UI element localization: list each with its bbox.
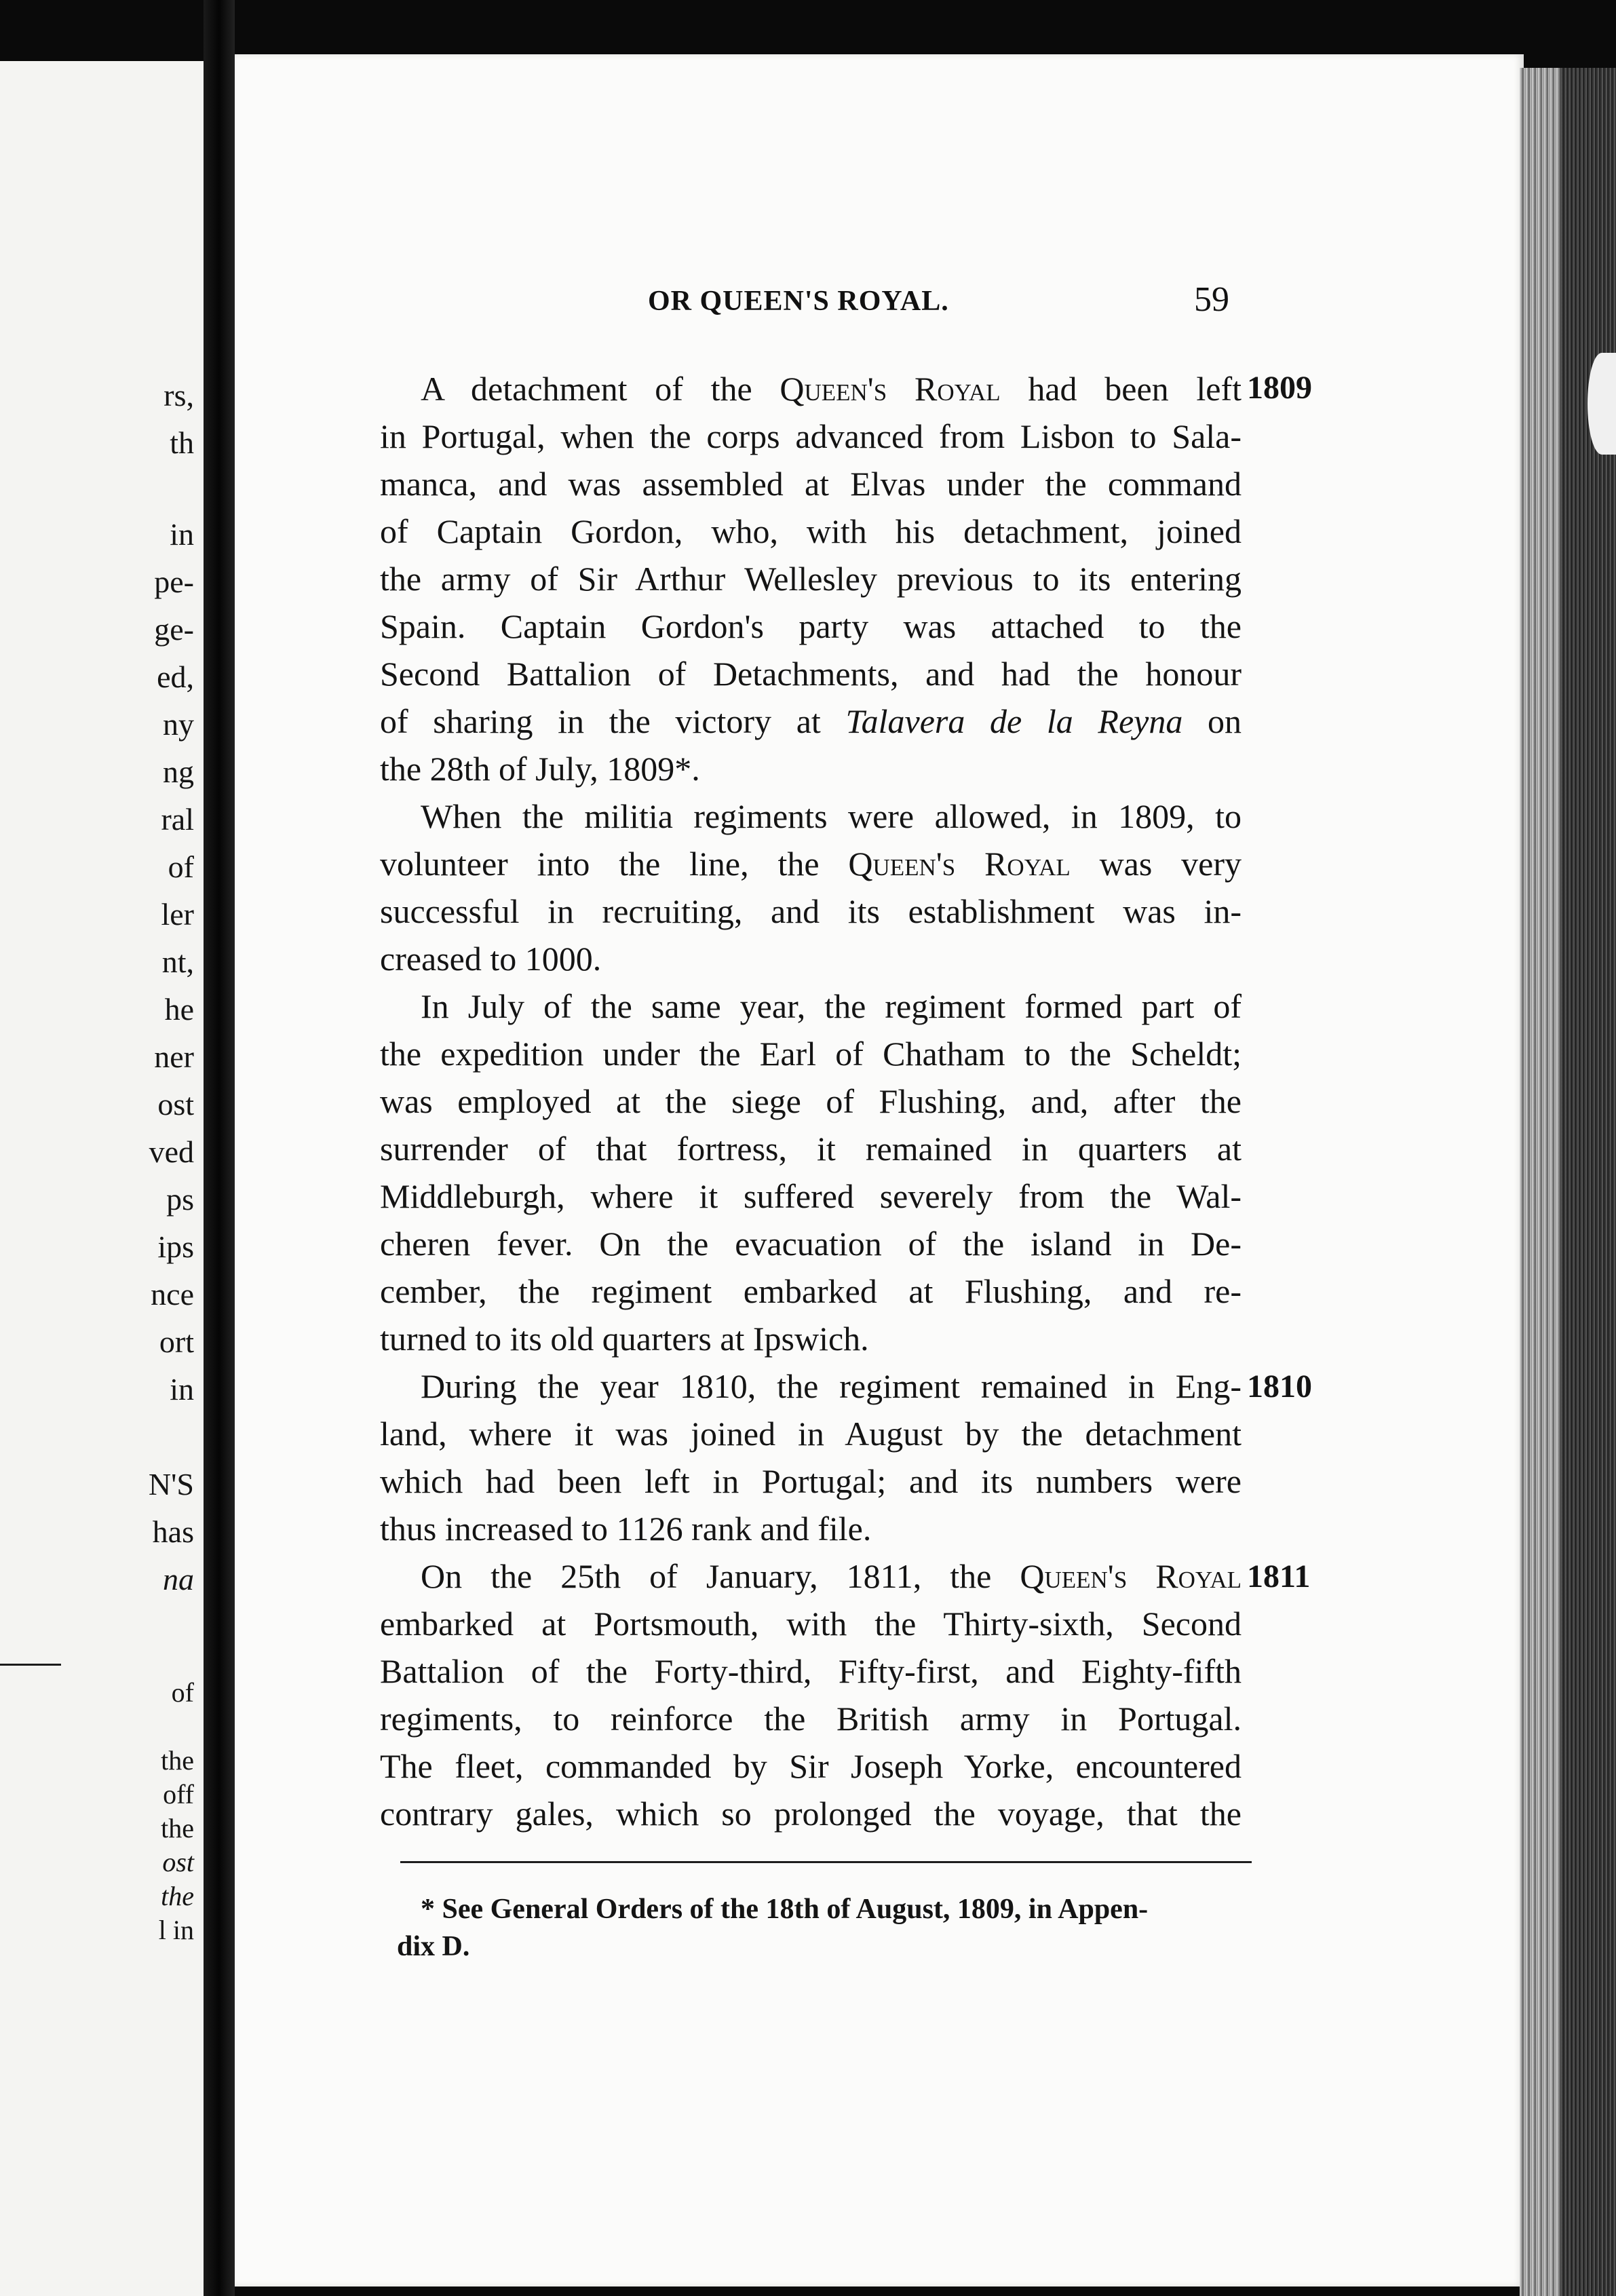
regiment-name: Queen's Royal <box>1020 1557 1242 1595</box>
left-page-fragment: ner <box>154 1039 194 1074</box>
left-page-fragment: ost <box>162 1847 194 1877</box>
book-gutter <box>204 0 235 2296</box>
body-line: embarked at Portsmouth, with the Thirty-sixth, Second <box>380 1605 1242 1643</box>
body-line: of Captain Gordon, who, with his detachment, joined <box>380 512 1242 550</box>
left-page-fragment: nt, <box>161 944 194 979</box>
left-page-fragment: rs, <box>163 378 194 413</box>
margin-year: 1809 <box>1247 370 1312 406</box>
left-page-fragment: N'S <box>148 1467 194 1501</box>
left-page-fragment: in <box>170 1372 194 1407</box>
footnote-line: dix D. <box>397 1931 470 1962</box>
body-line: turned to its old quarters at Ipswich. <box>380 1320 869 1358</box>
left-page-fragment: ge- <box>154 612 194 647</box>
body-line: During the year 1810, the regiment remained in Eng- <box>421 1367 1242 1405</box>
body-line: which had been left in Portugal; and its numbers were <box>380 1462 1242 1500</box>
body-line: Second Battalion of Detachments, and had the honour <box>380 655 1242 693</box>
body-line: the 28th of July, 1809*. <box>380 750 700 788</box>
body-line: of sharing in the victory at Talavera de la Reyna on <box>380 702 1242 740</box>
body-line: was employed at the siege of Flushing, and, after the <box>380 1082 1242 1120</box>
body-line: surrender of that fortress, it remained in quarters at <box>380 1130 1242 1168</box>
left-page-fragment: has <box>152 1514 194 1549</box>
body-line: On the 25th of January, 1811, the Queen's Royal <box>421 1557 1242 1595</box>
left-page-fragment: ps <box>166 1182 194 1217</box>
left-page-fragment: ler <box>161 897 194 932</box>
body-line: Spain. Captain Gordon's party was attached to the <box>380 607 1242 645</box>
left-page-fragment: th <box>170 425 194 460</box>
body-line: land, where it was joined in August by the detachment <box>380 1415 1242 1453</box>
left-page-fragment: ips <box>157 1229 194 1264</box>
body-line: In July of the same year, the regiment formed part of <box>421 987 1242 1025</box>
body-line: successful in recruiting, and its establishment was in- <box>380 892 1242 930</box>
left-page-fragment: off <box>163 1779 194 1810</box>
left-page-fragment: ng <box>163 754 194 789</box>
margin-year: 1811 <box>1247 1558 1311 1594</box>
left-page-fragment: pe- <box>154 565 194 599</box>
body-line: creased to 1000. <box>380 940 602 978</box>
footnote-rule <box>400 1861 1252 1863</box>
running-head: OR QUEEN'S ROYAL. <box>648 286 949 317</box>
body-line: cember, the regiment embarked at Flushing, and re- <box>380 1272 1242 1310</box>
left-page-fragment: l in <box>158 1915 194 1945</box>
body-line: Middleburgh, where it suffered severely from the Wal- <box>380 1177 1242 1215</box>
margin-year: 1810 <box>1247 1369 1312 1404</box>
left-page-fragment: ny <box>163 707 194 742</box>
body-line: volunteer into the line, the Queen's Royal was very <box>380 845 1242 883</box>
place-name: Talavera de la Reyna <box>845 702 1183 740</box>
body-line: contrary gales, which so prolonged the voyage, that the <box>380 1795 1242 1833</box>
left-page-fragment: ral <box>161 802 194 837</box>
left-page-fragment: the <box>161 1881 194 1911</box>
regiment-name: Queen's Royal <box>848 845 1071 883</box>
left-page-fragment: na <box>163 1562 194 1596</box>
left-page-fragment: ed, <box>157 659 194 694</box>
left-page-fragment: ost <box>157 1087 194 1122</box>
body-line: the army of Sir Arthur Wellesley previous to its entering <box>380 560 1242 598</box>
body-line: When the militia regiments were allowed, in 1809, to <box>421 797 1242 835</box>
body-line: Battalion of the Forty-third, Fifty-first, and Eighty-fifth <box>380 1652 1242 1690</box>
facing-left-page <box>0 61 204 2296</box>
body-line: the expedition under the Earl of Chatham to the Scheldt; <box>380 1035 1242 1073</box>
body-line: thus increased to 1126 rank and file. <box>380 1510 872 1548</box>
page-number: 59 <box>1194 280 1229 319</box>
left-page-fragment: nce <box>151 1277 194 1312</box>
body-line: A detachment of the Queen's Royal had been left <box>421 370 1242 408</box>
left-page-fragment: of <box>171 1677 194 1708</box>
body-line: cheren fever. On the evacuation of the island in De- <box>380 1225 1242 1263</box>
left-footnote-rule <box>0 1664 61 1666</box>
left-page-fragment: in <box>170 517 194 552</box>
left-page-fragment: he <box>164 992 194 1027</box>
page-edge-notch <box>1588 353 1616 455</box>
footnote-line: * See General Orders of the 18th of August, 1809, in Appen- <box>421 1894 1149 1925</box>
body-line: The fleet, commanded by Sir Joseph Yorke, encountered <box>380 1747 1242 1785</box>
regiment-name: Queen's Royal <box>780 370 1001 408</box>
left-page-fragment: ort <box>159 1324 194 1359</box>
body-line: in Portugal, when the corps advanced from Lisbon to Sala- <box>380 417 1242 455</box>
left-page-fragment: the <box>161 1813 194 1843</box>
body-line: manca, and was assembled at Elvas under the command <box>380 465 1242 503</box>
left-page-fragment: the <box>161 1745 194 1776</box>
body-line: regiments, to reinforce the British army in Portugal. <box>380 1700 1242 1738</box>
left-page-fragment: of <box>168 849 194 884</box>
left-page-fragment: ved <box>149 1134 194 1169</box>
